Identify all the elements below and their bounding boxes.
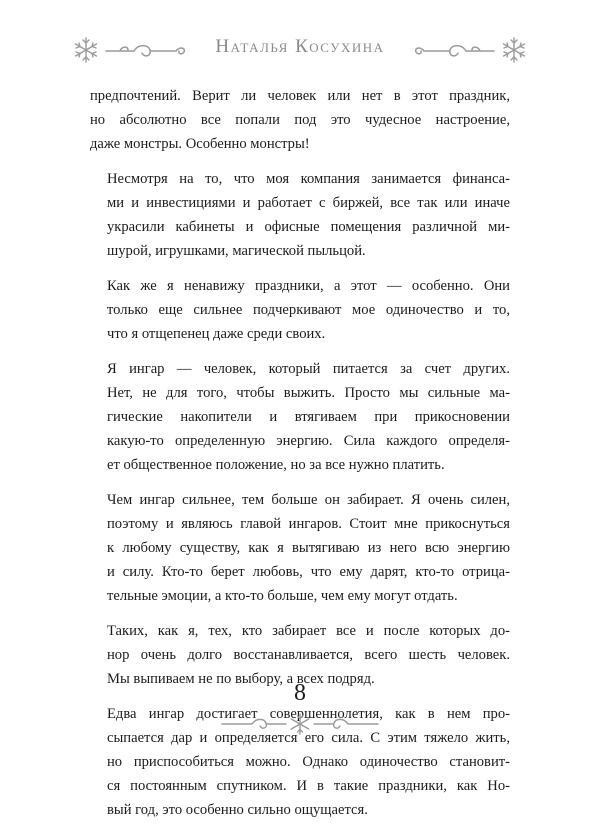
text-line: Несмотря на то, что моя компания занимается финанса- bbox=[107, 171, 510, 187]
paragraph bbox=[90, 84, 510, 156]
header-title: Наталья Косухина bbox=[215, 36, 385, 57]
text-line: Мы выпиваем не по выбору, а всех подряд. bbox=[107, 671, 375, 687]
text-line: тельные эмоции, а кто-то больше, чем ему могут отдать. bbox=[107, 588, 458, 604]
text-line: ет общественное положение, но за все нужно платить. bbox=[107, 457, 445, 473]
page-footer bbox=[0, 680, 600, 740]
text-line: Чем ингар сильнее, тем больше он забирает. Я очень силен, bbox=[107, 492, 510, 508]
paragraph bbox=[90, 167, 510, 263]
text-line: нор очень долго восстанавливается, всего шесть человек. bbox=[107, 647, 510, 663]
text-line: предпочтений. Верит ли человек или нет в этот праздник, bbox=[90, 88, 510, 104]
text-line: ся постоянным спутником. И в такие праздники, как Но- bbox=[107, 778, 510, 794]
paragraph bbox=[90, 488, 510, 608]
text-line: сыпается дар и определяется его сила. С этим тяжело жить, bbox=[107, 730, 510, 746]
text-line: Едва ингар достигает совершеннолетия, как в нем про- bbox=[107, 706, 510, 722]
text-line: украсили кабинеты и офисные помещения различной ми- bbox=[107, 219, 510, 235]
footer-ornament bbox=[218, 712, 382, 736]
snowflake-icon bbox=[500, 36, 528, 64]
running-header bbox=[0, 32, 600, 72]
text-line: поэтому и являюсь главой ингаров. Стоит мне прикоснуться bbox=[107, 516, 510, 532]
text-line: и силу. Кто-то берет любовь, что ему дарят, кто-то отрица- bbox=[107, 564, 510, 580]
text-line: ми и инвестициями и работает с биржей, все так или иначе bbox=[107, 195, 510, 211]
text-line: вый год, это особенно сильно ощущается. bbox=[107, 802, 368, 818]
text-line: что я отщепенец даже среди своих. bbox=[107, 326, 326, 342]
text-line: Таких, как я, тех, кто забирает все и после которых до- bbox=[107, 623, 510, 639]
text-line: Нет, не для того, чтобы выжить. Просто мы сильные ма- bbox=[107, 385, 510, 401]
text-line: но приспособиться можно. Однако одиночество становит- bbox=[107, 754, 510, 770]
text-line: но абсолютно все попали под это чудесное настроение, bbox=[90, 112, 510, 128]
text-line: шурой, игрушками, магической пыльцой. bbox=[107, 243, 366, 259]
text-line: гические накопители и втягиваем при прикосновении bbox=[107, 409, 510, 425]
text-line: Как же я ненавижу праздники, а этот — особенно. Они bbox=[107, 278, 510, 294]
page-number: 8 bbox=[294, 680, 306, 706]
text-line: только еще сильнее подчеркивают мое одиночество и то, bbox=[107, 302, 510, 318]
text-line: к любому существу, как я вытягиваю из него всю энергию bbox=[107, 540, 510, 556]
right-flourish-ornament bbox=[412, 40, 496, 62]
paragraph bbox=[90, 274, 510, 346]
text-line: какую-то определенную энергию. Сила каждого определя- bbox=[107, 433, 510, 449]
text-line: Я ингар — человек, который питается за счет других. bbox=[107, 361, 510, 377]
paragraph bbox=[90, 357, 510, 477]
text-line: даже монстры. Особенно монстры! bbox=[90, 136, 310, 152]
